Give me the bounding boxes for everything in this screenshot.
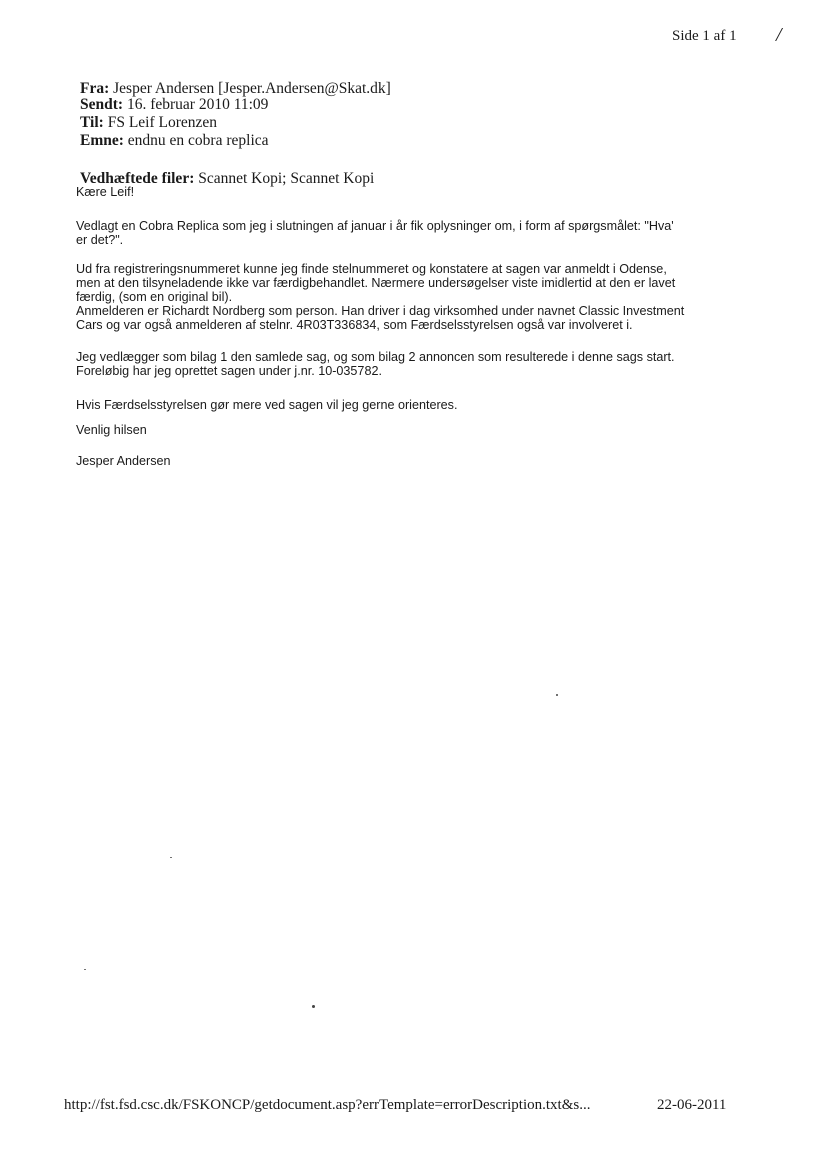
footer-date: 22-06-2011 <box>657 1097 727 1113</box>
from-value: Jesper Andersen [Jesper.Andersen@Skat.dk] <box>113 80 391 97</box>
subject-label: Emne: <box>80 132 124 149</box>
paragraph-2 <box>76 262 736 332</box>
scan-speck <box>84 969 86 970</box>
attachments-label: Vedhæftede filer: <box>80 170 195 187</box>
paragraph-2-line: færdig, (som en original bil). <box>76 290 233 304</box>
paragraph-1 <box>76 219 736 247</box>
paragraph-2-line: men at den tilsyneladende ikke var færdigbehandlet. Nærmere undersøgelser viste imidlertid at den er lavet <box>76 276 676 290</box>
paragraph-1-line: er det?". <box>76 233 124 247</box>
paragraph-3-line: Foreløbig har jeg oprettet sagen under j.nr. 10-035782. <box>76 364 382 378</box>
header-subject <box>80 132 269 150</box>
page-number: Side 1 af 1 <box>672 28 737 44</box>
closing: Venlig hilsen <box>76 423 147 437</box>
attachments-value: Scannet Kopi; Scannet Kopi <box>198 170 375 187</box>
subject-value: endnu en cobra replica <box>127 132 269 149</box>
paragraph-4: Hvis Færdselsstyrelsen gør mere ved sagen vil jeg gerne orienteres. <box>76 398 458 412</box>
sent-label: Sendt: <box>80 96 124 113</box>
sent-value: 16. februar 2010 11:09 <box>126 96 269 113</box>
header-sent <box>80 96 268 114</box>
footer-url: http://fst.fsd.csc.dk/FSKONCP/getdocument.asp?errTemplate=errorDescription.txt&s... <box>64 1097 591 1113</box>
paragraph-1-line: Vedlagt en Cobra Replica som jeg i slutningen af januar i år fik oplysninger om, i form af spørgsmålet: "Hva' <box>76 219 674 233</box>
scan-speck <box>170 857 172 858</box>
header-to <box>80 114 217 132</box>
paragraph-3-line: Jeg vedlægger som bilag 1 den samlede sag, og som bilag 2 annoncen som resulterede i denne sags start. <box>76 350 675 364</box>
handwritten-mark: / <box>776 24 782 46</box>
to-value: FS Leif Lorenzen <box>107 114 218 131</box>
scan-speck <box>312 1005 315 1008</box>
paragraph-2-line: Anmelderen er Richardt Nordberg som person. Han driver i dag virksomhed under navnet Classic Investment <box>76 304 685 318</box>
paragraph-2-line: Ud fra registreringsnummeret kunne jeg finde stelnummeret og konstatere at sagen var anmeldt i Odense, <box>76 262 667 276</box>
signature: Jesper Andersen <box>76 454 171 468</box>
paragraph-2-line: Cars og var også anmelderen af stelnr. 4R03T336834, som Færdselsstyrelsen også var involveret i. <box>76 318 633 332</box>
greeting: Kære Leif! <box>76 185 135 199</box>
scan-speck <box>556 694 558 696</box>
paragraph-3 <box>76 350 736 378</box>
to-label: Til: <box>80 114 104 131</box>
from-label: Fra: <box>80 80 110 97</box>
